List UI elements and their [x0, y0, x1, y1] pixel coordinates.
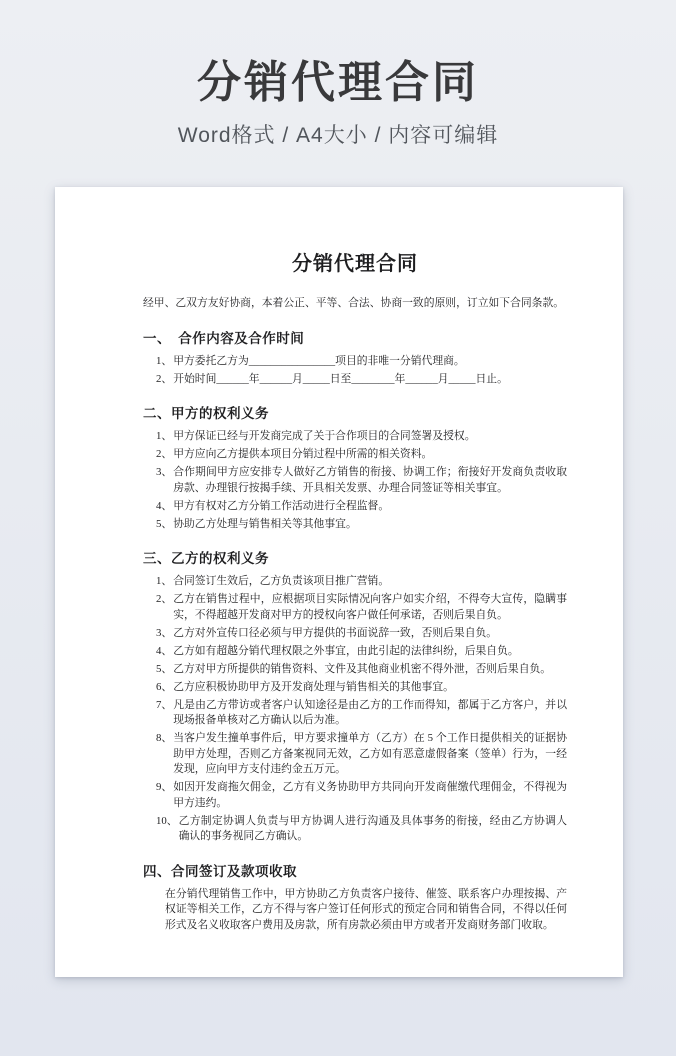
document-page: [55, 187, 623, 977]
item-text: 协助乙方处理与销售相关等其他事宜。: [173, 517, 357, 530]
contract-item: [156, 574, 567, 590]
contract-item: [156, 465, 567, 496]
contract-item: [156, 662, 567, 678]
item-number: 5、: [156, 517, 173, 530]
contract-item: [156, 592, 567, 623]
section-heading: 四、合同签订及款项收取: [143, 863, 297, 879]
contract-item: [156, 429, 567, 445]
item-text: 乙方对甲方所提供的销售资料、文件及其他商业机密不得外泄，否则后果自负。: [173, 662, 552, 675]
contract-item: [156, 731, 567, 778]
contract-item: [156, 698, 567, 729]
intro-paragraph: 经甲、乙双方友好协商，本着公正、平等、合法、协商一致的原则，订立如下合同条款。: [143, 297, 565, 309]
contract-item: [156, 499, 567, 515]
contract-item: [156, 447, 567, 463]
item-text: 甲方应向乙方提供本项目分销过程中所需的相关资料。: [173, 448, 433, 460]
item-number: 4、: [156, 644, 173, 657]
contract-item: [156, 354, 567, 370]
banner: [0, 0, 676, 149]
item-number: 1、: [156, 354, 173, 367]
item-number: 2、: [156, 448, 173, 460]
item-text: 开始时间______年______月_____日至________年______月_____日止。: [173, 372, 508, 385]
item-number: 1、: [156, 575, 173, 587]
item-number: 8、: [156, 732, 173, 744]
item-text: 合同签订生效后，乙方负责该项目推广营销。: [173, 575, 390, 587]
item-text: 乙方应积极协助甲方及开发商处理与销售相关的其他事宜。: [173, 680, 454, 693]
item-number: 3、: [156, 466, 173, 478]
item-text: 凡是由乙方带访或者客户认知途径是由乙方的工作而得知，都属于乙方客户，并以现场报备单核对乙方确认以后为准。: [173, 698, 567, 726]
section-items: [156, 574, 567, 845]
contract-item: [156, 517, 567, 533]
contract-item: [156, 372, 567, 388]
section-cooperation: [143, 327, 567, 388]
section-heading: 一、 合作内容及合作时间: [143, 330, 305, 346]
section-heading: 二、甲方的权利义务: [143, 406, 269, 421]
contract-item: [156, 644, 567, 660]
document-title: 分销代理合同: [292, 253, 418, 275]
section-signing-and-payment: [143, 860, 567, 934]
item-number: 2、: [156, 593, 173, 605]
item-text: 乙方对外宣传口径必须与甲方提供的书面说辞一致，否则后果自负。: [173, 626, 498, 639]
closing-paragraph: 在分销代理销售工作中，甲方协助乙方负责客户接待、催签、联系客户办理按揭、产权证等相关工作，乙方不得与客户签订任何形式的预定合同和销售合同，不得以任何形式及名义收取客户费用及房款，所有房款必须由甲方或者开发商财务部门收取。: [165, 887, 567, 931]
section-items: [156, 354, 567, 388]
contract-item: [156, 680, 567, 696]
section-party-a-rights: [143, 402, 567, 532]
item-text: 甲方有权对乙方分销工作活动进行全程监督。: [173, 499, 390, 512]
item-text: 乙方如有超越分销代理权限之外事宜，由此引起的法律纠纷，后果自负。: [173, 644, 519, 657]
section-heading: 三、乙方的权利义务: [143, 551, 269, 566]
contract-item: [156, 780, 567, 811]
document-content: [55, 187, 623, 933]
item-text: 乙方在销售过程中，应根据项目实际情况向客户如实介绍，不得夸大宣传，隐瞒事实，不得超越开发商对甲方的授权向客户做任何承诺，否则后果自负。: [173, 593, 567, 621]
item-text: 乙方制定协调人负责与甲方协调人进行沟通及具体事务的衔接，经由乙方协调人确认的事务视同乙方确认。: [178, 814, 567, 842]
item-text: 甲方保证已经与开发商完成了关于合作项目的合同签署及授权。: [173, 430, 476, 442]
banner-subtitle: Word格式 / A4大小 / 内容可编辑: [177, 123, 499, 147]
item-number: 1、: [156, 430, 173, 442]
item-number: 10、: [156, 814, 178, 827]
item-number: 6、: [156, 680, 173, 693]
item-number: 4、: [156, 499, 173, 512]
item-number: 2、: [156, 372, 173, 385]
item-text: 当客户发生撞单事件后，甲方要求撞单方（乙方）在 5 个工作日提供相关的证据协助甲方处理，否则乙方备案视同无效，乙方如有恶意虚假备案（签单）行为，一经发现，应向甲方支付违约金五万元。: [173, 732, 567, 775]
banner-title: 分销代理合同: [197, 58, 479, 107]
item-number: 9、: [156, 781, 173, 793]
item-number: 5、: [156, 662, 173, 675]
item-text: 合作期间甲方应安排专人做好乙方销售的衔接、协调工作；衔接好开发商负责收取房款、办理银行按揭手续、开具相关发票、办理合同签证等相关事宜。: [173, 466, 567, 494]
item-number: 3、: [156, 626, 173, 639]
item-text: 甲方委托乙方为________________项目的非唯一分销代理商。: [173, 354, 465, 367]
contract-item: [156, 626, 567, 642]
section-party-b-rights: [143, 547, 567, 845]
item-text: 如因开发商拖欠佣金，乙方有义务协助甲方共同向开发商催缴代理佣金，不得视为甲方违约。: [173, 781, 567, 809]
item-number: 7、: [156, 698, 173, 711]
section-items: [156, 429, 567, 532]
contract-item: [156, 814, 567, 845]
